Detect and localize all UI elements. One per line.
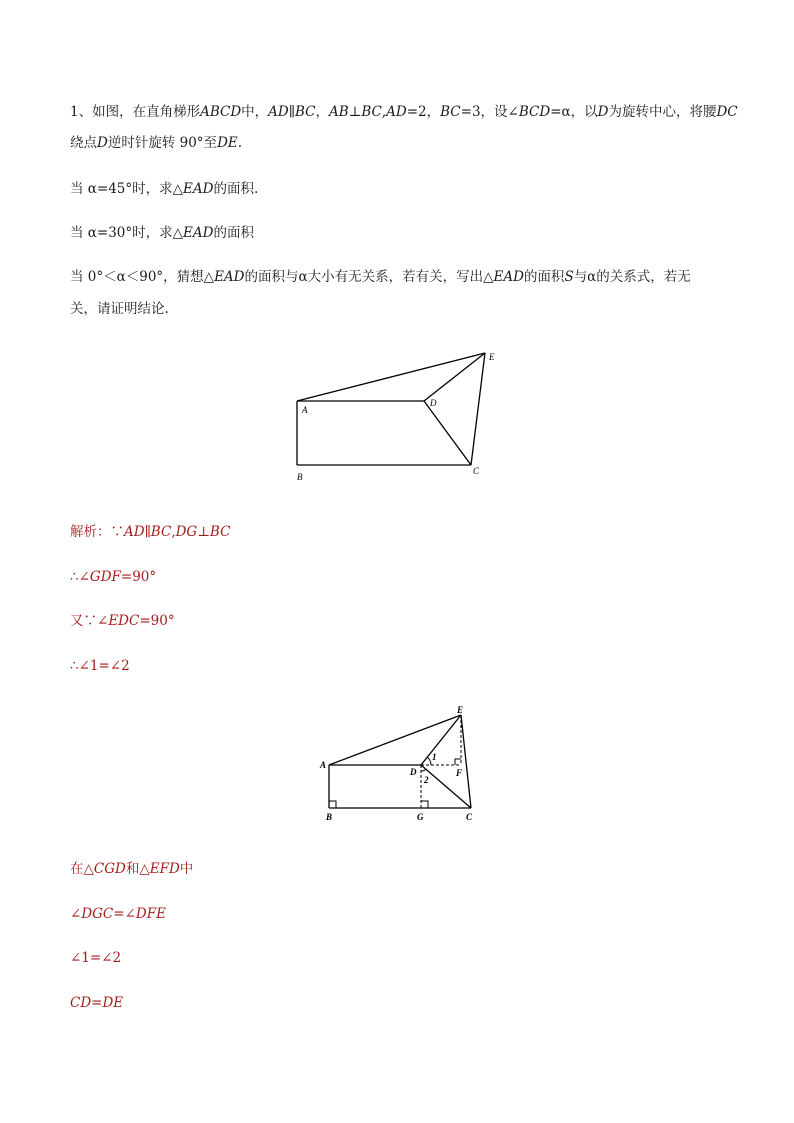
label-D: D (430, 398, 437, 408)
math-symbol: EAD (493, 269, 524, 285)
text-segment: 又∵∠ (70, 613, 109, 629)
math-symbol: GDF (89, 569, 121, 585)
solution-step-4 (70, 657, 130, 675)
angle-2-arc (421, 769, 426, 771)
math-symbol: ABCD (200, 104, 242, 120)
text-segment: 绕点 (70, 135, 97, 151)
math-symbol: CGD (93, 861, 126, 877)
math-symbol: DC (716, 104, 738, 120)
label-G: G (417, 812, 424, 822)
text-segment: 中， (241, 104, 269, 120)
math-symbol: D (97, 135, 108, 151)
solution-step-1 (70, 523, 230, 541)
math-symbol: DG⊥BC (175, 524, 231, 540)
math-symbol: EAD (183, 181, 214, 197)
math-symbol: EAD (183, 225, 214, 241)
label-C: C (466, 812, 473, 822)
text-segment: =90° (139, 613, 175, 629)
label-A: A (320, 760, 327, 770)
segment-EC (471, 353, 485, 465)
segment-AE (297, 353, 485, 401)
label-B: B (326, 812, 333, 822)
right-angle-F (455, 759, 461, 765)
segment-DC (424, 401, 471, 465)
segment-EC (461, 715, 471, 808)
text-segment: =∠ (113, 906, 136, 922)
label-C: C (473, 466, 480, 476)
label-D: D (410, 767, 417, 777)
math-symbol: EDC (108, 613, 140, 629)
solution-step-7 (70, 949, 121, 967)
text-segment: =90° (120, 569, 157, 585)
math-symbol: BC (440, 104, 461, 120)
text-segment: 在△ (70, 861, 94, 877)
math-symbol: DE (217, 135, 238, 151)
solution-step-8 (70, 994, 123, 1012)
label-B: B (297, 472, 303, 482)
angle-label-2: 2 (424, 775, 429, 785)
text-segment: =3，设∠ (460, 104, 519, 120)
math-symbol: S (564, 269, 574, 285)
text-segment: ∴∠1=∠2 (70, 658, 130, 674)
angle-label-1: 1 (432, 752, 437, 762)
solution-step-5 (70, 860, 193, 878)
text-segment: . (237, 135, 243, 151)
right-angle-G (421, 801, 428, 808)
text-segment: 当 α=30°时，求△ (70, 225, 184, 241)
text-segment: = (91, 995, 103, 1011)
question-1 (70, 180, 258, 198)
label-A: A (302, 405, 308, 415)
math-symbol: DFE (135, 906, 166, 922)
text-segment: =2， (406, 104, 441, 120)
question-3-line-1 (70, 268, 691, 286)
text-segment: ∠1=∠2 (70, 950, 122, 966)
solution-step-2 (70, 568, 156, 586)
text-segment: 为旋转中心，将腰 (608, 104, 717, 120)
text-segment: 当 α=45°时，求△ (70, 181, 184, 197)
problem-line-1 (70, 103, 738, 121)
label-E: E (457, 705, 464, 715)
math-symbol: EFD (149, 861, 180, 877)
text-segment: 1、如图，在直角梯形 (70, 104, 201, 120)
math-symbol: DGC (81, 906, 114, 922)
problem-line-2 (70, 134, 242, 152)
text-segment: 逆时针旋转 90°至 (107, 135, 218, 151)
text-segment: ∠ (70, 906, 82, 922)
text-segment: 中 (179, 861, 194, 877)
math-symbol: AD∥BC (268, 104, 316, 120)
text-segment: 的面积 (523, 269, 565, 285)
question-2 (70, 224, 254, 242)
math-symbol: DE (102, 995, 124, 1011)
text-segment: 的面积与α大小有无关系，若有关，写出△ (244, 269, 494, 285)
angle-1-arc (427, 757, 431, 765)
solution-step-6 (70, 905, 166, 923)
text-segment: 的面积. (213, 181, 259, 197)
text-segment: 当 0°＜α＜90°，猜想△ (70, 269, 215, 285)
math-symbol: EAD (214, 269, 245, 285)
math-symbol: AD∥BC (124, 524, 172, 540)
math-symbol: D (597, 104, 609, 120)
text-segment: ， (315, 104, 329, 120)
solution-step-3 (70, 612, 175, 630)
figure-construction (315, 700, 485, 825)
text-segment: 和△ (125, 861, 150, 877)
label-E: E (489, 352, 495, 362)
math-symbol: AB⊥BC (328, 104, 382, 120)
text-segment: ∴∠ (70, 569, 90, 585)
math-symbol: BCD (518, 104, 551, 120)
label-F: F (456, 768, 463, 778)
text-segment: 与α的关系式，若无 (573, 269, 691, 285)
text-segment: , (381, 104, 387, 120)
text-segment: =α，以 (550, 104, 598, 120)
math-symbol: CD (70, 995, 92, 1011)
right-angle-B (329, 801, 336, 808)
figure-trapezoid (290, 345, 510, 485)
text-segment: , (171, 524, 176, 540)
math-symbol: AD (386, 104, 407, 120)
text-segment: 解析：∵ (70, 524, 124, 540)
text-segment: 的面积 (213, 225, 254, 241)
text-segment: 关，请证明结论. (70, 301, 169, 317)
question-3-line-2 (70, 300, 169, 318)
